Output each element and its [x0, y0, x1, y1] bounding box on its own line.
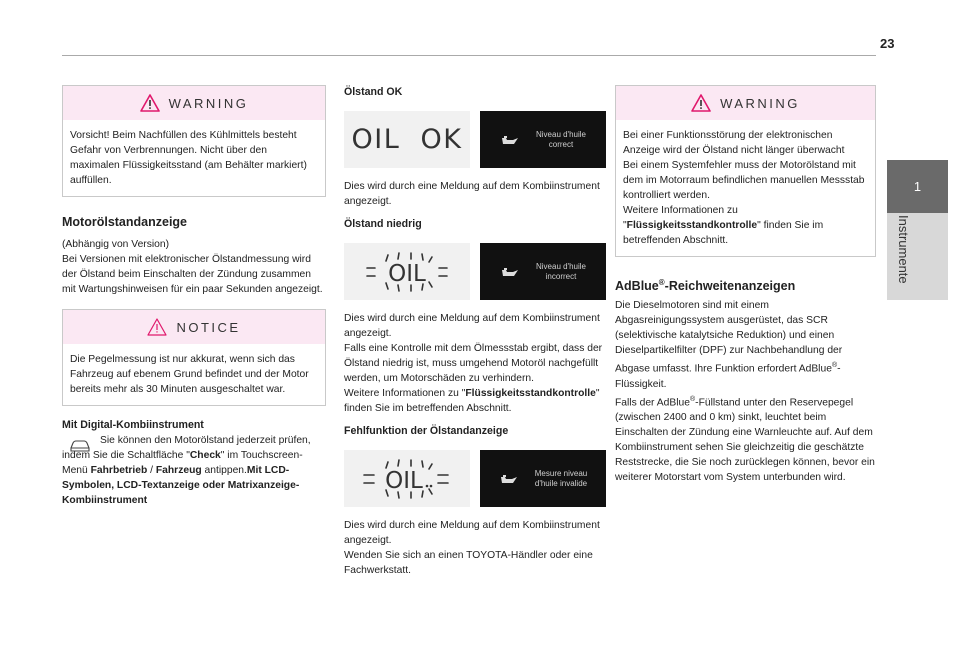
oil-fault-text2: Wenden Sie sich an einen TOYOTA-Händler oder eine Fachwerkstatt.: [344, 550, 593, 576]
oil-ok-symbol: OIL OK: [344, 111, 470, 168]
menu-fahrzeug: Fahrzeug: [155, 465, 202, 476]
warning-triangle-icon: [691, 94, 711, 112]
check-button-label: Check: [189, 450, 221, 461]
adblue-section: [615, 275, 876, 485]
oil-gauge-section: [62, 215, 326, 297]
oil-low-display: Niveau d'huile incorrect: [480, 243, 606, 300]
column-right: [615, 85, 876, 485]
oil-fault-rays-icon: [352, 454, 462, 504]
chapter-tab[interactable]: [887, 160, 948, 213]
oil-fault-indicator: [344, 450, 606, 507]
warning-box-coolant: [62, 85, 326, 197]
oil-fault-symbol: [344, 450, 470, 507]
notice-header: [63, 310, 325, 344]
chapter-number: 1: [913, 179, 922, 194]
header-rule: [62, 55, 876, 56]
oil-fault-text1: Dies wird durch eine Meldung auf dem Kombiinstrument angezeigt.: [344, 520, 600, 546]
oil-low-indicator: [344, 243, 606, 300]
oil-ok-heading: Ölstand OK: [344, 86, 403, 98]
warning-title: WARNING: [720, 95, 800, 111]
notice-title: NOTICE: [176, 319, 241, 335]
notice-triangle-icon: [147, 318, 167, 336]
menu-fahrbetrieb: Fahrbetrieb: [90, 465, 148, 476]
page-number: 23: [880, 36, 895, 51]
oil-ok-text: Dies wird durch eine Meldung auf dem Kombiinstrument angezeigt.: [344, 181, 600, 207]
svg-text:OIL: OIL: [385, 467, 423, 494]
oil-low-text2: Falls eine Kontrolle mit dem Ölmessstab ergibt, dass der Ölstand niedrig ist, muss umgehend Motoröl nachgefüllt werden, um Motorschäden zu verhindern.: [344, 343, 603, 384]
oil-ok-display: Niveau d'huile correct: [480, 111, 606, 168]
warning-text: Vorsicht! Beim Nachfüllen des Kühlmittels besteht Gefahr von Verbrennungen. Nicht über den maximalen Flüssigkeitsstand (am Behälter markiert) auffüllen.: [70, 130, 307, 186]
column-left: [62, 85, 326, 508]
version-note: (Abhängig von Version): [62, 239, 170, 250]
oil-low-heading: Ölstand niedrig: [344, 218, 422, 230]
digital-heading: Mit Digital-Kombiinstrument: [62, 419, 204, 431]
digital-text: Sie können den Motorölstand jederzeit prüfen, indem Sie die Schaltfläche "Check" im Touchscreen-Menü Fahrbetrieb / Fahrzeug antippen.Mit LCD-Symbolen, LCD-Textanzeige oder Matrixanzeige-Kombiinstrument: [62, 435, 311, 506]
digital-text-block: [62, 433, 326, 508]
oil-can-icon: [500, 135, 520, 145]
oil-low-text3: Weitere Informationen zu "Flüssigkeitsstandkontrolle" finden Sie im betreffenden Abschnitt.: [344, 388, 600, 414]
warning-triangle-icon: [140, 94, 160, 112]
warning-box-oil-sensor: [615, 85, 876, 257]
warning-title: WARNING: [168, 95, 249, 111]
oil-fault-heading: Fehlfunktion der Ölstandanzeige: [344, 425, 509, 437]
adblue-heading: AdBlue®-Reichweitenanzeigen: [615, 278, 796, 294]
oil-low-text1: Dies wird durch eine Meldung auf dem Kombiinstrument angezeigt.: [344, 313, 600, 339]
warning-text1: Bei einer Funktionsstörung der elektronischen Anzeige wird der Ölstand nicht länger überwacht: [623, 130, 845, 156]
adblue-text1: Die Dieselmotoren sind mit einem Abgasreinigungssystem ausgerüstet, das SCR (selektivische katalytsiche Reduktion) und einen Dieselpartikelfilter (DPF) zur Nachbehandlung der Abgase umfasst. Ihre Funktion erfordert AdBlue®-Flüssigkeit.: [615, 300, 843, 390]
adblue-text2: Falls der AdBlue®-Füllstand unter den Reservepegel (zwischen 2400 and 0 km) sinkt, leuchtet beim Einschalten der Zündung eine Warnleuchte auf. Auf dem Kombiinstrument sehen Sie gleichzeitig die geschätzte Reststrecke, die Sie noch zurücklegen können, bevor ein weiterer Motorstart vom System unterbunden wird.: [615, 395, 875, 483]
chapter-title: Instrumente: [896, 215, 911, 284]
warning-header: [616, 86, 875, 120]
svg-text:OIL: OIL: [388, 260, 426, 287]
section-heading: Motorölstandanzeige: [62, 215, 188, 229]
warning-header: [63, 86, 325, 120]
oil-low-symbol: [344, 243, 470, 300]
oil-can-icon: [499, 474, 519, 484]
lcd-heading: Mit LCD-Symbolen, LCD-Textanzeige oder Matrixanzeige-Kombiinstrument: [62, 465, 300, 506]
oil-warning-rays-icon: [352, 247, 462, 297]
warning-text2: Bei einem Systemfehler muss der Motorölstand mit dem im Motorraum befindlichen manuellen Messstab kontrolliert werden.: [623, 160, 865, 201]
notice-box: [62, 309, 326, 406]
car-icon: [68, 439, 92, 453]
oil-gauge-text: Bei Versionen mit elektronischer Ölstandmessung wird der Ölstand beim Einschalten der Zündung zusammen mit Wartungshinweisen für ein paar Sekunden angezeigt.: [62, 254, 323, 295]
notice-text: Die Pegelmessung ist nur akkurat, wenn sich das Fahrzeug auf ebenem Grund befindet und der Motor bereits mehr als 30 Minuten ausgeschaltet war.: [70, 354, 309, 395]
oil-can-icon: [500, 267, 520, 277]
fluid-check-link[interactable]: Flüssigkeitsstandkontrolle: [626, 220, 758, 231]
oil-fault-display: Mesure niveau d'huile invalide: [480, 450, 606, 507]
warning-text3: Weitere Informationen zu: [623, 205, 738, 216]
column-middle: [344, 85, 606, 578]
fluid-check-link[interactable]: Flüssigkeitsstandkontrolle: [465, 388, 596, 399]
oil-ok-indicator: [344, 111, 606, 168]
digital-instrument-section: [62, 418, 326, 508]
warning-text4: "Flüssigkeitsstandkontrolle" finden Sie im betreffenden Abschnitt.: [623, 220, 824, 246]
